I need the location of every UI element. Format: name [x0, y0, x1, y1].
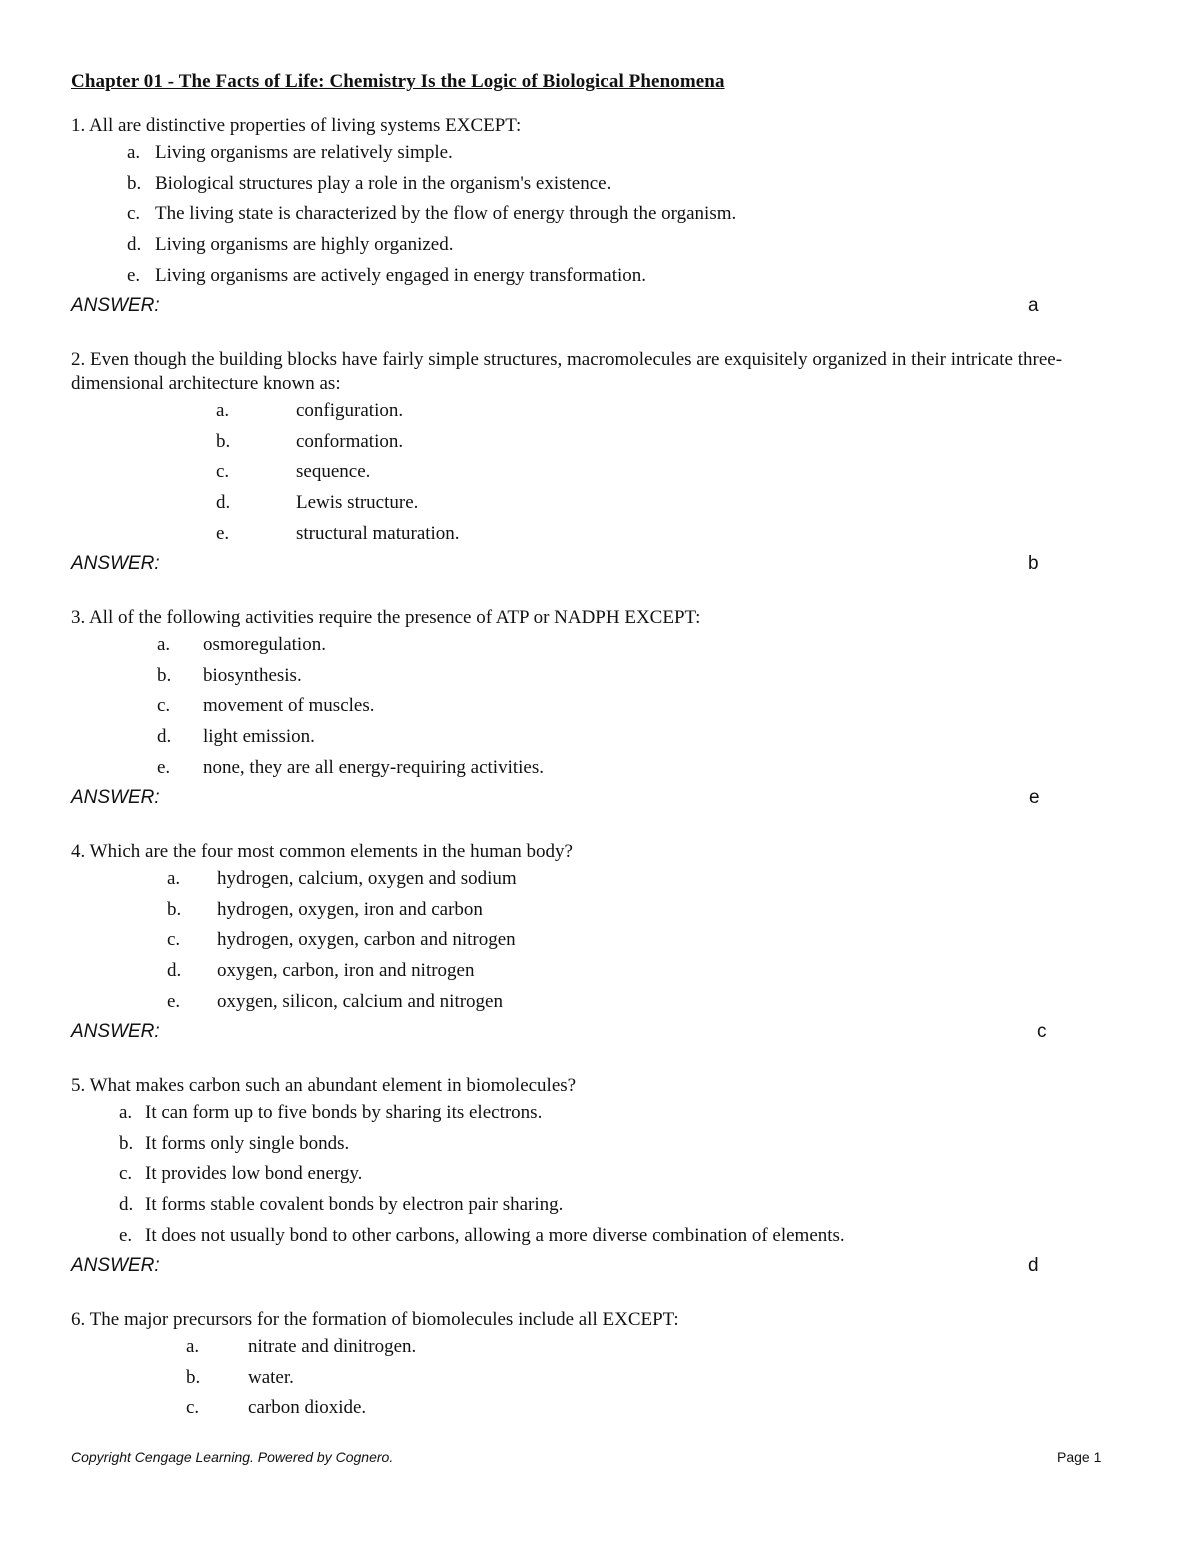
option-letter: e. [216, 522, 230, 544]
option-letter: c. [186, 1397, 200, 1419]
option-item [71, 1190, 1131, 1221]
question-6 [71, 1308, 1131, 1424]
option-letter: b. [127, 172, 142, 194]
option-letter: b. [167, 898, 182, 920]
chapter-title: Chapter 01 - The Facts of Life: Chemistry Is the Logic of Biological Phenomena [71, 71, 725, 92]
option-item [71, 396, 1131, 427]
answer-label: ANSWER: [71, 553, 160, 575]
option-item [71, 630, 1131, 661]
option-list [71, 864, 1131, 1017]
option-item [71, 138, 1131, 169]
option-text: It does not usually bond to other carbons, allowing a more diverse combination of elements. [145, 1224, 845, 1246]
answer-row [71, 1251, 1131, 1281]
answer-row [71, 1017, 1131, 1047]
option-text: Living organisms are relatively simple. [155, 142, 453, 163]
footer-copyright: Copyright Cengage Learning. Powered by Cognero. [71, 1449, 394, 1465]
question-stem: 3. All of the following activities require the presence of ATP or NADPH EXCEPT: [71, 607, 701, 628]
question-stem: 2. Even though the building blocks have fairly simple structures, macromolecules are exquisitely organized in their intricate three-dimensional architecture known as: [71, 349, 1063, 394]
option-item [71, 925, 1131, 956]
option-letter: c. [216, 461, 230, 483]
option-text: The living state is characterized by the flow of energy through the organism. [155, 203, 737, 225]
option-text: nitrate and dinitrogen. [248, 1336, 417, 1357]
option-letter: a. [127, 142, 141, 163]
answer-value: b [1028, 553, 1039, 575]
option-letter: e. [167, 990, 181, 1012]
option-letter: c. [157, 695, 171, 717]
footer-page-number: Page 1 [1057, 1449, 1102, 1465]
option-letter: c. [119, 1163, 133, 1185]
option-text: osmoregulation. [203, 634, 326, 655]
option-letter: a. [216, 400, 230, 421]
option-text: oxygen, silicon, calcium and nitrogen [217, 990, 503, 1012]
option-letter: a. [186, 1336, 200, 1357]
option-text: hydrogen, oxygen, carbon and nitrogen [217, 929, 516, 951]
option-letter: e. [157, 756, 171, 778]
answer-value: e [1029, 787, 1040, 809]
option-letter: c. [167, 929, 181, 951]
option-list [71, 396, 1131, 549]
option-list [71, 1332, 1131, 1424]
option-item [71, 1221, 1131, 1252]
question-5 [71, 1074, 1131, 1281]
option-text: hydrogen, oxygen, iron and carbon [217, 898, 483, 920]
option-item [71, 1159, 1131, 1190]
option-text: light emission. [203, 726, 315, 748]
option-item [71, 987, 1131, 1018]
option-item [71, 722, 1131, 753]
option-letter: e. [127, 264, 141, 286]
question-stem: 5. What makes carbon such an abundant element in biomolecules? [71, 1075, 577, 1096]
option-item [71, 1332, 1131, 1363]
option-item [71, 519, 1131, 550]
option-letter: a. [157, 634, 171, 655]
option-text: hydrogen, calcium, oxygen and sodium [217, 868, 517, 889]
answer-label: ANSWER: [71, 787, 160, 809]
option-text: Biological structures play a role in the organism's existence. [155, 172, 612, 194]
option-text: none, they are all energy-requiring activities. [203, 756, 544, 778]
option-item [71, 230, 1131, 261]
option-text: Lewis structure. [296, 492, 419, 514]
question-stem: 1. All are distinctive properties of living systems EXCEPT: [71, 115, 522, 136]
answer-row [71, 783, 1131, 813]
option-text: Living organisms are actively engaged in energy transformation. [155, 264, 647, 286]
option-item [71, 753, 1131, 784]
option-item [71, 1363, 1131, 1394]
option-text: It forms stable covalent bonds by electron pair sharing. [145, 1194, 564, 1216]
option-letter: d. [157, 726, 172, 748]
question-4 [71, 840, 1131, 1047]
option-item [71, 956, 1131, 987]
answer-label: ANSWER: [71, 295, 160, 317]
option-text: structural maturation. [296, 522, 460, 544]
option-letter: b. [216, 430, 231, 452]
option-text: sequence. [296, 461, 371, 483]
option-item [71, 895, 1131, 926]
option-text: configuration. [296, 400, 404, 421]
question-stem: 6. The major precursors for the formation of biomolecules include all EXCEPT: [71, 1309, 679, 1330]
answer-label: ANSWER: [71, 1255, 160, 1277]
option-text: conformation. [296, 430, 404, 452]
answer-value: d [1028, 1255, 1039, 1277]
option-text: carbon dioxide. [248, 1397, 367, 1419]
option-text: biosynthesis. [203, 664, 302, 686]
option-text: It can form up to five bonds by sharing its electrons. [145, 1102, 543, 1123]
option-item [71, 691, 1131, 722]
answer-value: a [1028, 295, 1039, 317]
option-item [71, 1393, 1131, 1424]
option-item [71, 457, 1131, 488]
option-list [71, 138, 1131, 291]
option-list [71, 1098, 1131, 1251]
question-1 [71, 114, 1131, 321]
option-item [71, 1129, 1131, 1160]
option-item [71, 427, 1131, 458]
question-stem: 4. Which are the four most common elements in the human body? [71, 841, 573, 862]
option-item [71, 661, 1131, 692]
option-letter: d. [167, 960, 182, 982]
option-item [71, 261, 1131, 292]
option-letter: d. [119, 1194, 134, 1216]
option-text: water. [248, 1366, 294, 1388]
option-letter: d. [127, 234, 142, 256]
option-item [71, 488, 1131, 519]
option-item [71, 864, 1131, 895]
option-letter: b. [119, 1132, 134, 1154]
option-letter: c. [127, 203, 141, 225]
option-list [71, 630, 1131, 783]
option-letter: a. [167, 868, 181, 889]
option-text: Living organisms are highly organized. [155, 234, 454, 256]
question-2 [71, 348, 1131, 579]
option-item [71, 169, 1131, 200]
answer-row [71, 549, 1131, 579]
option-letter: d. [216, 492, 231, 514]
option-text: It provides low bond energy. [145, 1163, 363, 1185]
option-letter: b. [157, 664, 172, 686]
answer-value: c [1037, 1021, 1047, 1043]
question-3 [71, 606, 1131, 813]
option-text: oxygen, carbon, iron and nitrogen [217, 960, 475, 982]
option-letter: e. [119, 1224, 133, 1246]
option-letter: b. [186, 1366, 201, 1388]
answer-row [71, 291, 1131, 321]
answer-label: ANSWER: [71, 1021, 160, 1043]
option-letter: a. [119, 1102, 133, 1123]
option-item [71, 199, 1131, 230]
option-item [71, 1098, 1131, 1129]
option-text: It forms only single bonds. [145, 1132, 350, 1154]
option-text: movement of muscles. [203, 695, 375, 717]
